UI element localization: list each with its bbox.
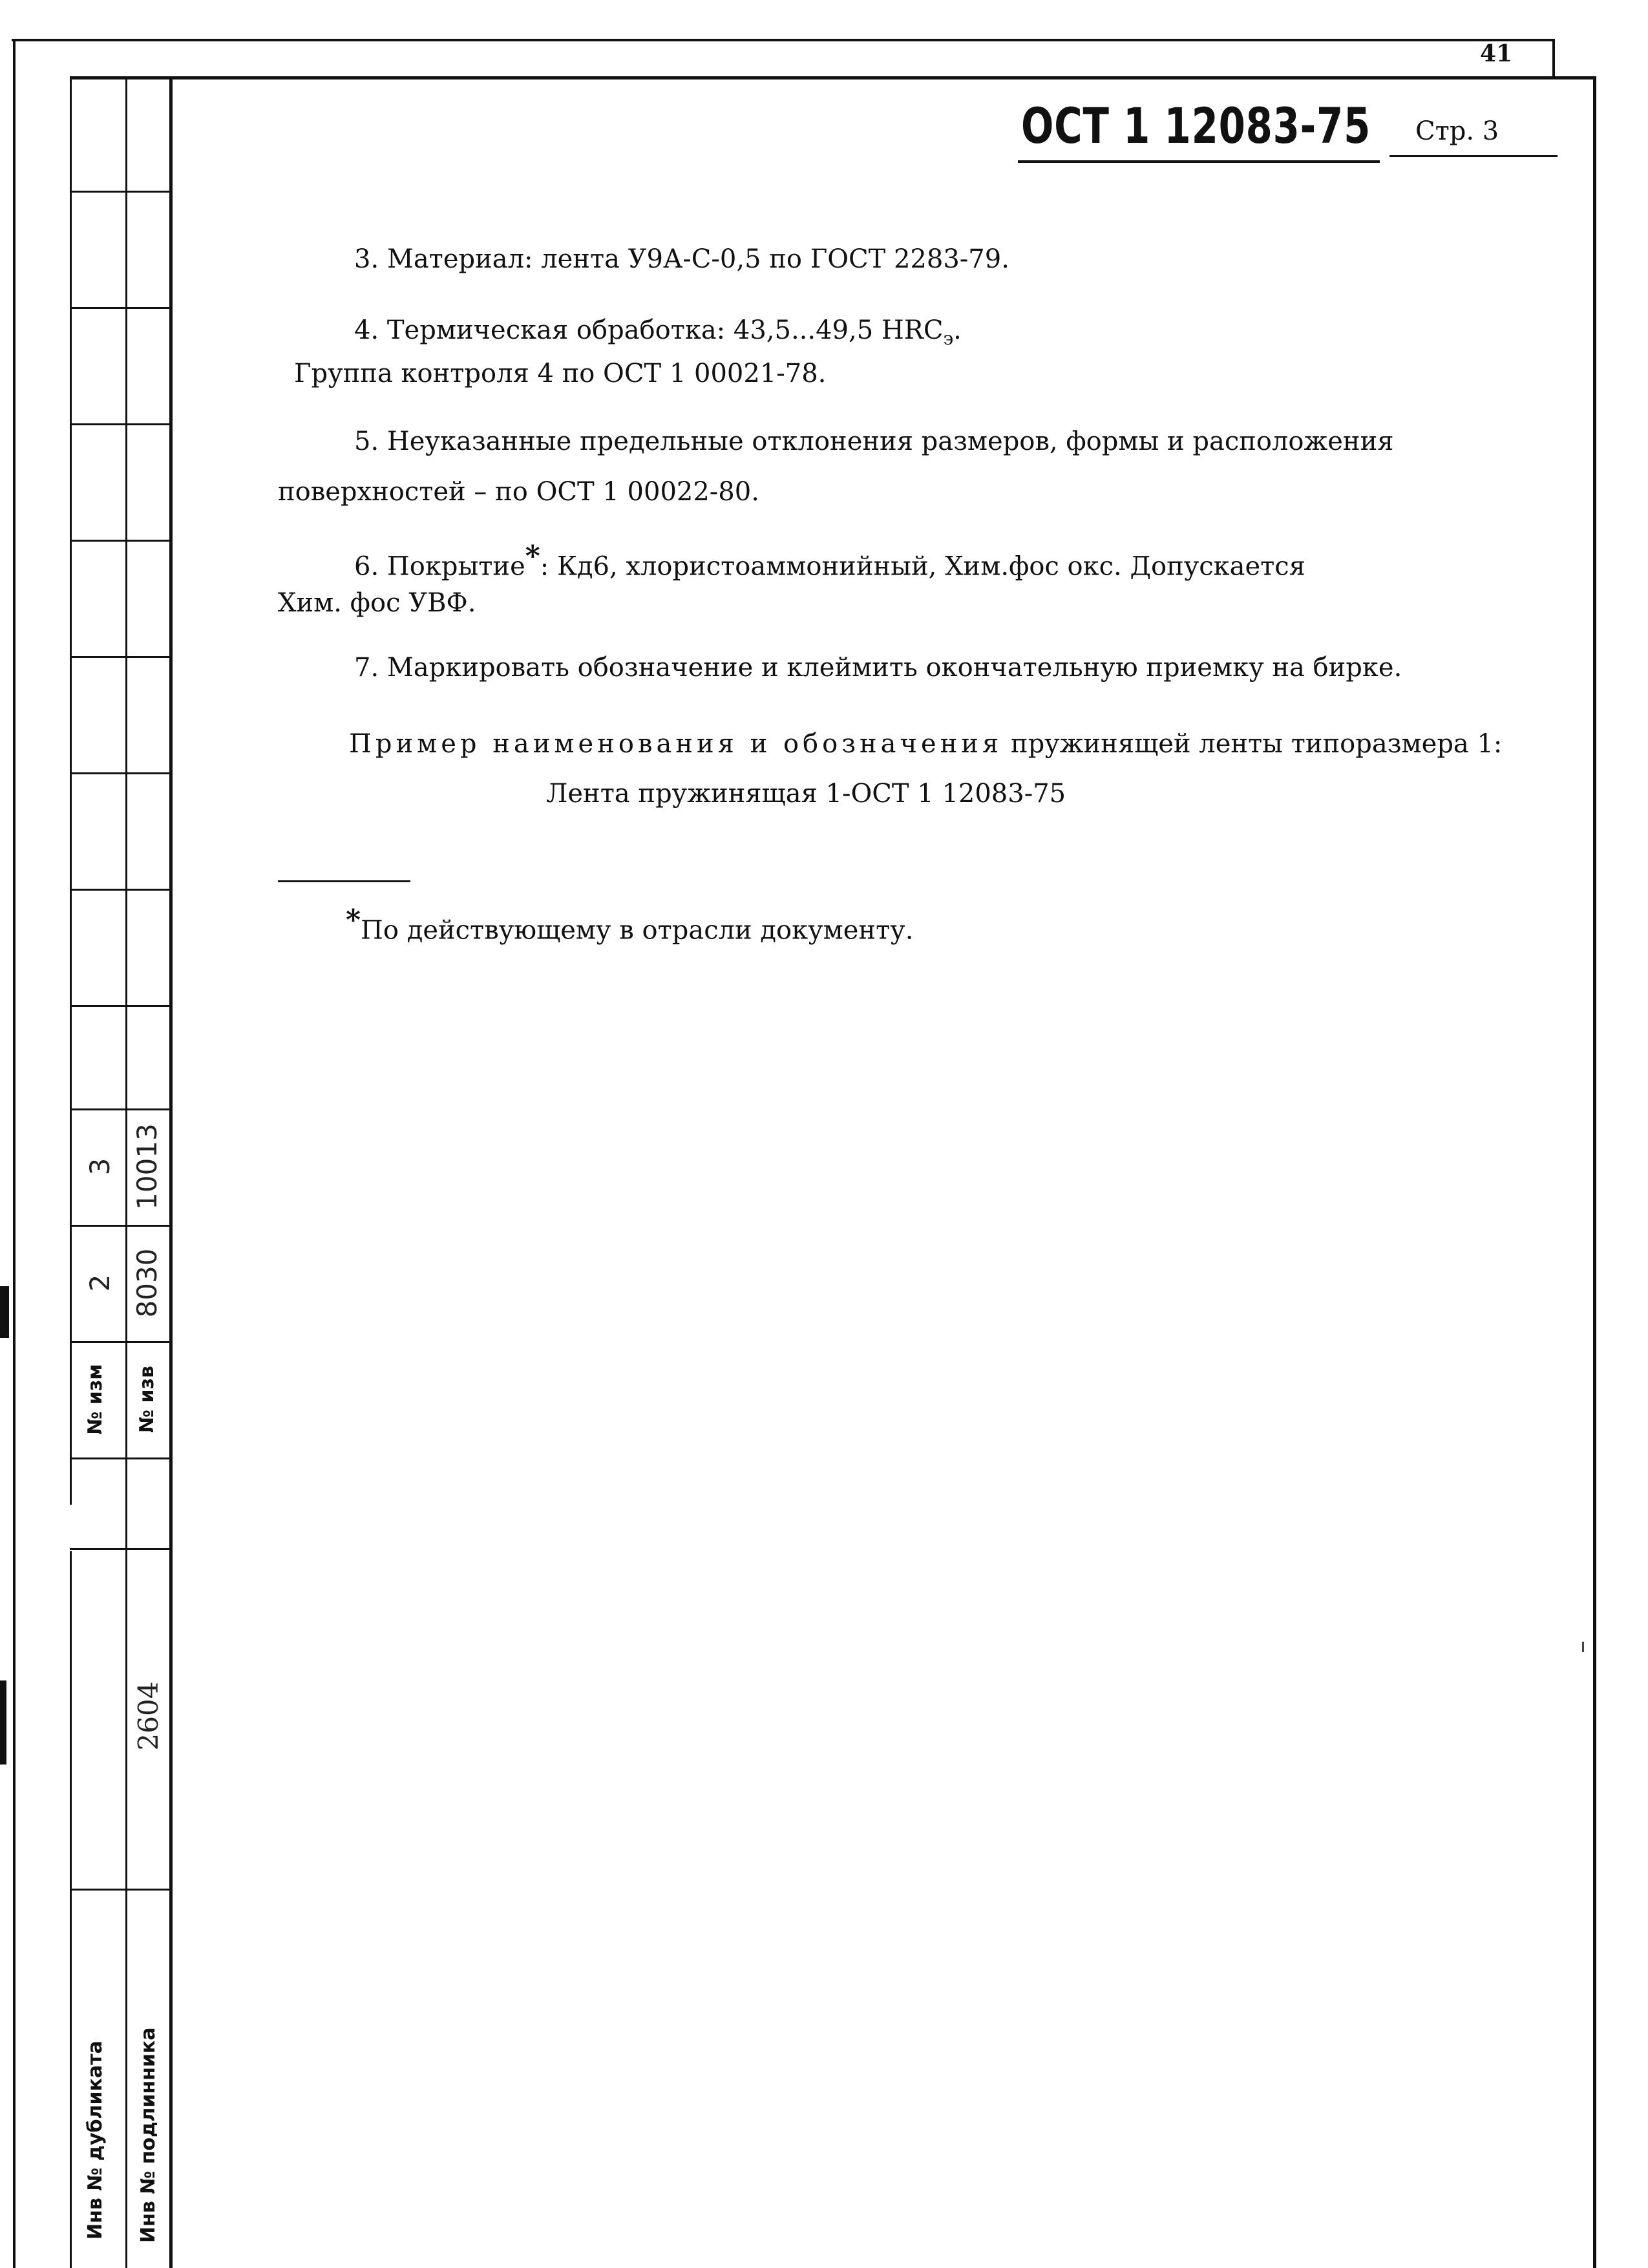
- item-4-period: .: [953, 315, 962, 345]
- izm-value-2: 2: [84, 1274, 116, 1292]
- example-suffix: пружинящей ленты типоразмера 1:: [1002, 729, 1503, 759]
- footnote-star: *: [346, 904, 361, 937]
- item-6-line2: Хим. фос УВФ.: [278, 588, 476, 618]
- item-6-suffix: : Кд6, хлористоаммонийный, Хим.фос окс. Допускается: [540, 551, 1305, 582]
- doc-code: ОСТ 1 12083-75: [1021, 97, 1371, 154]
- izv-label: № изв: [136, 1366, 158, 1433]
- izv-value-10013: 10013: [131, 1123, 163, 1210]
- margin-row-rule: [70, 889, 171, 891]
- margin-col-left: [70, 76, 72, 1505]
- margin-row-rule: [70, 1225, 171, 1227]
- footnote-rule: [278, 880, 410, 882]
- original-inv-label: Инв № подлинника: [137, 2027, 160, 2243]
- frame-top-outer: [12, 39, 1555, 41]
- item-5-line2-wrap: [278, 477, 759, 507]
- page-number: 41: [1480, 40, 1513, 67]
- izm-value-3: 3: [84, 1158, 116, 1176]
- margin-row-rule: [70, 1341, 171, 1343]
- item-7-text: 7. Маркировать обозначение и клеймить окончательную приемку на бирке.: [354, 653, 1402, 683]
- item-6-line2-wrap: [278, 588, 476, 618]
- example-line1: [349, 729, 1502, 759]
- duplicate-inv-label: Инв № дубликата: [84, 2040, 107, 2240]
- item-3-text: 3. Материал: лента У9А-С-0,5 по ГОСТ 2283-79.: [354, 244, 1009, 274]
- item-4-subscript: э: [943, 328, 954, 349]
- item-4-heat-treatment: [354, 315, 962, 349]
- margin-row-rule: [70, 540, 171, 542]
- binder-mark: [0, 1286, 9, 1338]
- original-inv-value: 2604: [132, 1681, 164, 1751]
- izv-value-8030: 8030: [131, 1248, 163, 1318]
- frame-top-inner: [71, 76, 1595, 79]
- item-6-star: *: [525, 540, 540, 573]
- margin-row-rule: [70, 772, 171, 774]
- margin-row-rule: [70, 1108, 171, 1110]
- margin-row-rule: [70, 1548, 171, 1550]
- margin-row-rule: [70, 1889, 171, 1891]
- izm-label: № изм: [84, 1364, 107, 1435]
- margin-row-rule: [70, 191, 171, 193]
- item-7-marking: [354, 653, 1402, 683]
- scan-mark: [1582, 1642, 1584, 1652]
- margin-row-rule: [70, 423, 171, 425]
- page-label: Стр. 3: [1415, 116, 1499, 146]
- item-5-line1: 5. Неуказанные предельные отклонения размеров, формы и расположения: [354, 427, 1394, 456]
- example-prefix: Пример наименования и обозначения: [349, 729, 1003, 759]
- margin-col-divider: [125, 76, 127, 2268]
- doc-code-underline: [1018, 160, 1380, 163]
- item-3-material: [354, 244, 1009, 274]
- margin-row-rule: [70, 307, 171, 309]
- item-6-coating: [354, 540, 1305, 581]
- item-4-text: 4. Термическая обработка: 43,5...49,5 HRC: [354, 315, 944, 345]
- frame-right-outer: [1552, 39, 1555, 78]
- margin-row-rule: [70, 1457, 171, 1459]
- frame-right: [1593, 76, 1596, 2268]
- item-4-line2: Группа контроля 4 по ОСТ 1 00021-78.: [294, 359, 827, 388]
- frame-left-inner: [169, 76, 173, 2268]
- item-5-tolerances: [354, 427, 1393, 456]
- page-label-underline: [1389, 155, 1558, 157]
- example-line2: Лента пружинящая 1-ОСТ 1 12083-75: [546, 779, 1066, 809]
- frame-left-outer: [13, 39, 16, 2268]
- item-6-prefix: 6. Покрытие: [354, 551, 525, 582]
- footnote-text: По действующему в отрасли документу.: [361, 915, 914, 946]
- footnote: [346, 904, 913, 945]
- margin-row-rule: [70, 656, 171, 658]
- binder-mark-2: [0, 1680, 6, 1765]
- item-4-control-group: [294, 359, 826, 388]
- margin-col-left-lower: [70, 1551, 72, 2268]
- example-line2-wrap: [546, 779, 1066, 809]
- item-5-line2: поверхностей – по ОСТ 1 00022-80.: [278, 477, 759, 507]
- margin-row-rule: [70, 1005, 171, 1007]
